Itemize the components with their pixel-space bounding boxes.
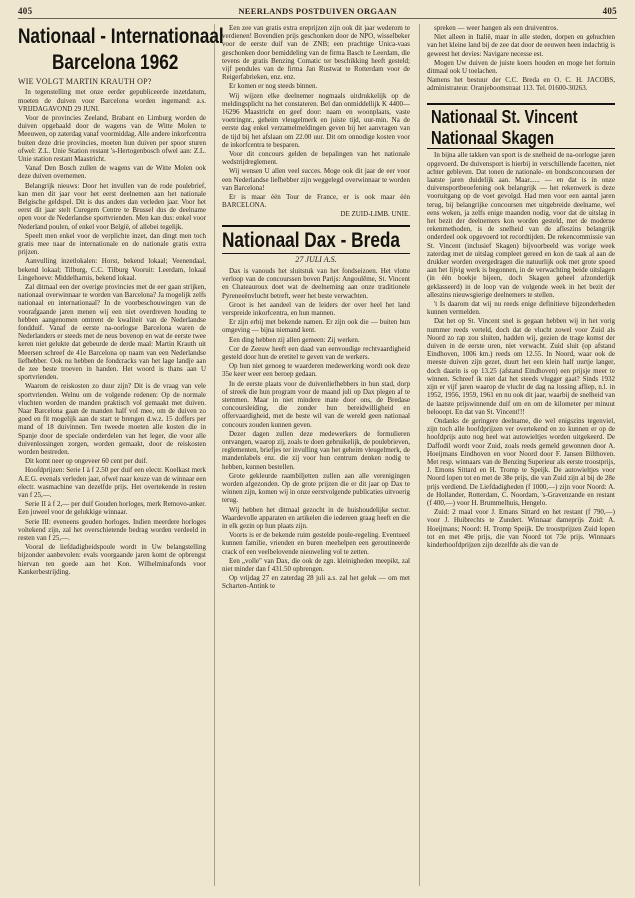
paragraph: Groot is het aandeel van de leiders der over heel het land verspreide inkorfcentra, en hun mannen. (222, 300, 410, 317)
paragraph: Op vrijdag 27 en zaterdag 28 juli a.s. zal het geluk — om met Scharten-Antink te (222, 574, 410, 591)
column3-signoff: Namens het bestuur der C.C. Breda en O. C. H. JACOBS, administrateur. Oranjeboomstraat 113. Tel. 01600-30263. (427, 76, 615, 93)
article1-signature: DE ZUID-LIMB. UNIE. (340, 210, 410, 219)
column2-body (222, 24, 410, 209)
paragraph: Wij wijzen elke deelnemer nogmaals uitdrukkelijk op de meldingsplicht na het constateren. Bel dan onmiddellijk K 4400—16296 Maastricht en geef door: naam en woonplaats, vaste voetringnr., geheim vleugelmerk en juiste tijd, uur-min. Na de eerste dag enkel verzamelmeldingen geven bij het aanvragen van de tijd bij het afslaan om 22.00 uur. Dit om onnodige kosten voor de inkorfcentra te besparen. (222, 91, 410, 149)
page-number-right: 405 (602, 6, 617, 16)
paragraph: Wij hebben het ditmaal gezocht in de huishoudelijke sector. Waardevolle apparaten en artikelen die iedereen graag heeft en die in elk gezin op hun plaats zijn. (222, 505, 410, 531)
article1-headline-line1: Nationaal - Internationaal (18, 25, 224, 48)
article1-body (18, 88, 206, 576)
article3-headline-line2: Nationaal Skagen (431, 127, 555, 148)
paragraph: Er komen er nog steeds binnen. (229, 82, 318, 91)
paragraph: Voor de provincies Zeeland, Brabant en Limburg worden de duiven opgehaald door de wagens van de Witte Molen te Meeuwen, op zaterdag vanaf voormiddag. Alle andere inkorfcentra buiten deze drie provincies, moeten hun duiven per spoor sturen ofwel: Z.L. Unie Station restant 's-Hertogenbosch ofwel aan: Z.L. Unie station restant Maastricht. (18, 113, 206, 163)
paragraph: Ondanks de geringere deelname, die wel enigszins tegenviel, zijn toch alle hoofdprijzen ver overtekend en zo kunnen er op de hoofdprijs auto nog heel wat autowieltjes worden uitgekeerd. De Daffodil wordt voor Zuid, zoals reeds gemeld gewonnen door A. Hoeijmans Eindhoven en voor Noord door F. Jansen Bilthoven. Met resp. winnaars van de Benzing Superieur als eerste troostprijs, J. Emons Sittard en H. Tromp te Speijk. De autowieltjes voor Noord lopen tot en met de 38e prijs, die van Zuid zijn al bij de 28e prijs verdiend. De Liefdadigheden (f 1000,—) zijn voor Noord: A. de Hollander, Rotterdam, C. Noordam, 's-Gravenzande en restant (f 400,—) voor H. Brummelhuis, Hengelo. (427, 416, 615, 507)
paragraph: 't Is daarom dat wij nu reeds enige definitieve bijzonderheden kunnen vermelden. (427, 300, 615, 317)
paragraph: Dit komt neer op ongeveer 60 cent per duif. (25, 457, 148, 466)
paragraph: Serie III: eveneens gouden horloges. Indien meerdere horloges voltekend zijn, zal het overschietende bedrag worden verdeeld in resten van f 25,—. (18, 517, 206, 543)
paragraph: Dax is vanouds het sluitstuk van het fondseizoen. Het vlotte verloop van de concourssen boven Parijs: Angoulême, St. Vincent en Chateauroux doet wat de deelneming aan onze traditionele Pyreneeënvlucht betreft, weer het beste verwachten. (222, 266, 410, 300)
column-1 (18, 24, 224, 577)
article3-headline-box (427, 103, 615, 150)
column3-body (427, 24, 615, 75)
article3-body (427, 151, 615, 549)
publication-title: NEERLANDS POSTDUIVEN ORGAAN (238, 6, 397, 16)
paragraph: Een „volle" van Dax, die ook de zgn. kleinigheden meepikt, zal niet minder dan f 431.50 opbrengen. (222, 556, 410, 574)
article2-headline-box (222, 225, 410, 254)
article2-headline: Nationaal Dax - Breda (222, 228, 401, 252)
column-divider (214, 24, 215, 886)
paragraph: Wij wensen U allen veel succes. Moge ook dit jaar de eer voor een Nederlandse liefhebber zijn weggelegd overwinnaar te worden van Barcelona! (222, 167, 410, 192)
paragraph: In bijna alle takken van sport is de snelheid de na-oorlogse jaren opgevoerd. De duivensport is hierbij in verschillende facetten, niet achter gebleven. Dat tonen de nationale- en bondsconcoursen der laatste jaren duidelijk aan. Maar...... — en dat is in onze duivensportbeoefening ook belangrijk — het rekenwerk is deze vooruitgang op de voet gevolgd. Had men voor een aantal jaren terug, bij belangrijke concoursen met uitgebreide deelname, wel eens weken, ja zelfs enige maanden nodig, voor dat de uitslag in het bezit der deelnemers kon worden gesteld, met de moderne rekenmethoden, is de snelheid van de afleszins belangrijk onderdeel ook opgevoerd tot recordtijden. De rekencommissie van St. Vincent (inclusief Skagen) bijvoorbeeld was vorige week zaterdag met de uitslag compleet gereed en kon de taak al aan de drukker worden overgedragen die natuurlijk ook met grote spoed aan het lijvig werk is begonnen, in de verwachting beide uitslagen (in één boekje bijeen, doch Skagen geheel afzonderlijk geklasseerd) in de loop van de volgende week in het bezit der alleszins nieuwsgierige deelnemers te stellen. (427, 151, 615, 299)
paragraph: Belangrijk nieuws: Door het invullen van de rode poulebrief, kan men dit jaar voor het eerst deelnemen aan het nationale Belgische geldspel. Dit is dus anders dan verleden jaar. Voor het eerst dit jaar stelt Curegem Centre te Brussel dus de deelname open voor de Nederlandse sportvrienden. Men kan dus: enkel voor Nederland poulen, of enkel voor België, of allebei tegelijk. (18, 181, 206, 231)
paragraph: Er zijn erbij met bekende namen. Er zijn ook die — buiten hun omgeving — bijna niemand kent. (222, 318, 410, 335)
paragraph: Waarom de reiskosten zo duur zijn? Dit is de vraag van vele sportvrienden. Welnu om de volgende redenen: Op de normale vluchten worden de manden praktisch vol gemaakt met duiven. Naar Barcelona gaan de manden half vol mee, om de duiven zo goed en fit mogelijk aan de start te brengen d.w.z. 15 doffers per mand of 18 duivinnen. Ten tweede moeten alle kosten die in Spanje door de speciale onderdelen van het leger, die voor alle duivenlossingen zorgen, worden gemaakt, door de reiskosten worden bestreden. (18, 382, 206, 457)
paragraph: Aanvulling inzetlokalen: Horst, bekend lokaal; Veenendaal, bekend lokaal; Tilburg, C.C. Tilburg Vooruit: Leerdam, lokaal Lingehoeve: Middelharnis, bekend lokaal. (18, 257, 206, 282)
paragraph: Speelt men enkel voor de verplichte inzet, dan dingt men toch gratis mee naar de internationale en de nationale gratis extra prijzen. (18, 231, 206, 257)
paragraph: Dat het op St. Vincent snel is gegaan hebben wij in het vorig nummer reeds verteld, doch dat de vlucht zowel voor Zuid als Noord zo rap zou sluiten, hadden wij, gezien de trage komst der duiven in de eerste uren, niet verwacht. Zuid sluit (op afstand Eindhoven, 1006 km.) reeds om 12.55. In Noord, waar ook de meeste duiven zijn gezet, duurt het een klein half uurtje langer, doch daarin is op 13.25 (afstand Eindhoven) een prijsje meer te winnen. Schreef ik niet dat het steeds vlugger gaat? Sinds 1932 zijn er vijf jaren waarop de vlucht de dag na lossing afliep, n.l. in 1952, 1956, 1959, 1961 en nu ook dit jaar, waarbij de snelheid van de laatste prijswinnende duif om en om de kilometer per minuut belooopt. En dat van St. Vincent!!! (427, 317, 615, 416)
paragraph: Vanaf Den Bosch zullen de wagens van de Witte Molen ook deze duiven overnemen. (18, 164, 206, 181)
paragraph: Grote gekleurde raambiljetten zullen aan alle verenigingen worden afgezonden. Op de grote prijzen die er dit jaar op Dax te winnen zijn, komen wij in onze eerstvolgende publicaties uitvoerig terug. (222, 471, 410, 505)
paragraph: Er is maar één Tour de France, er is ook maar één BARCELONA. (222, 193, 410, 210)
paragraph: Serie II à f 2,— per duif Gouden horloges, merk Removo-anker. Een juweel voor de gelukkige winnaar. (18, 500, 206, 517)
article1-subtitle: WIE VOLGT MARTIN KRAUTH OP? (18, 77, 152, 87)
paragraph: Voorts is er de bekende ruim gestelde poule-regeling. Eventueel kunnen familie, vrienden en buren meehelpen een geroutineerde crack of een veelbelovende nieuweling vol te zetten. (222, 531, 410, 556)
paragraph: Zuid: 2 maal voor J. Emans Sittard en het restant (f 790,—) voor J. Huibrechts te Zundert. Winnaar dameprijs Zuid: A. Hoeijmans; Noord: H. Tromp Speijk. De troostprijzen Zuid lopen tot en met 49e prijs, die van Noord tot 73e prijs. Winnaars kinderhoofdprijzen zijn dezelfde als die van de (427, 508, 615, 549)
paragraph: Voor dit concours gelden de bepalingen van het nationale wedstrijdreglement. (222, 150, 410, 167)
article2-date: 27 JULI A.S. (295, 254, 337, 264)
paragraph: Hoofdprijzen: Serie I à f 2.50 per duif een electr. Koelkast merk A.E.G. evenals verleden jaar, ofwel naar keuze van de winnaar een electr. wasmachine van dezelfde prijs. Het overtekende in resten van f 25,—. (18, 466, 206, 500)
paragraph: Zal ditmaal een der overige provincies met de eer gaan strijken, nationaal overwinnaar te worden van Barcelona? Ja mogelijk zelfs nationaal en internationaal? In de voorbeschouwingen van de voorafgaande jaren menen wij een niet overdreven houding te hebben aangenomen omtrent de kwaliteit van de Nederlandse fondduif. Vanaf de eerste na-oorlogse Barcelona waren de Nederlanders er steeds met de neus bovenop en wat de eerste twee keren niet gelukte dat gebeurde de derde maal: Martin Krauth uit Meersen schreef de 41e Barcelona op naam van een Nederlandse liefhebber. Ook nu hebben de fondcracks van het lage landje aan de zee beste troeven in handen. Het woord is thans aan U sportvrienden. (18, 282, 206, 382)
paragraph: Niet alleen in Italië, maar in alle steden, dorpen en gehuchten van het kleine land bij de zee dat door de eeuwen heen indachtig is geweest het devies: Navigare necesse est. (427, 33, 615, 58)
column-divider (419, 24, 420, 886)
column-3 (427, 24, 615, 550)
column-2 (222, 24, 410, 592)
page-header (18, 4, 617, 19)
paragraph: In de eerste plaats voor de duivenliefhebbers in hun stad, dorp of streek die hun program voor de maand juli op Dax plegen af te stemmen. Maar in niet mindere mate door ons, de Bredase concoursleiding, die zonder hun bereidwilligheid en offervaardigheid, met de beste wil van de wereld geen nationaal concours zouden kunnen geven. (222, 379, 410, 429)
paragraph: Dezer dagen zullen deze medewerkers de formulieren ontvangen, waarop zij, zoals te doen gebruikelijk, de poulebrieven, reglementen, briefjes ter invulling van het geheim vleugelmerk, de mandenlabels enz. die zij voor hun centrum denken nodig te hebben, kunnen bestellen. (222, 429, 410, 471)
paragraph: Cor de Zeeuw heeft een daad van eenvoudige rechtvaardigheid gesteld door hun de eretitel te geven van de werkers. (222, 344, 410, 361)
paragraph: Een ding hebben zij allen gemeen: Zij werken. (229, 335, 360, 344)
paragraph: In tegenstelling met onze eerder gepubliceerde inzetdatum, moeten de duiven voor Barcelona worden ingemand: a.s. VRIJDAGAVOND 29 JUNI. (18, 88, 206, 113)
article2-body (222, 267, 410, 591)
page-number-left: 405 (18, 6, 33, 16)
paragraph: Op hun niet genoeg te waarderen medewerking wordt ook deze 35e keer weer een beroep gedaan. (222, 362, 410, 379)
article3-headline-line1: Nationaal St. Vincent (431, 106, 578, 127)
paragraph: spreken — weer hangen als een druiventros. (434, 24, 559, 32)
paragraph: Vooral de liefdadigheidspoule wordt in Uw belangstelling bijzonder aanbevolen: evals voorgaande jaren komt de opbrengst hiervan ten goede aan het Kon. Wilhelminafonds voor Kankerbestrijding. (18, 543, 206, 576)
article1-headline-line2: Barcelona 1962 (52, 51, 179, 75)
paragraph: Mogen Uw duiven de juiste koers houden en moge het fortuin ditmaal ook U toelachen. (427, 58, 615, 76)
paragraph: Een zee van gratis extra ereprijzen zijn ook dit jaar wederom te verdienen! Bovendien prijs geschonken door de NPO, wisselbeker voor de eerste duif van de ZNB; een prachtige Unica-vaas geschonken door bemiddeling van de firma Basch te Leerdam, die tevens de gratis Benzing Comatic ter beschikking heeft gesteld; vijf pendules van de firma Jan Rustwat te Rotterdam voor de Reigerfabrieken, enz. enz. (222, 24, 410, 82)
